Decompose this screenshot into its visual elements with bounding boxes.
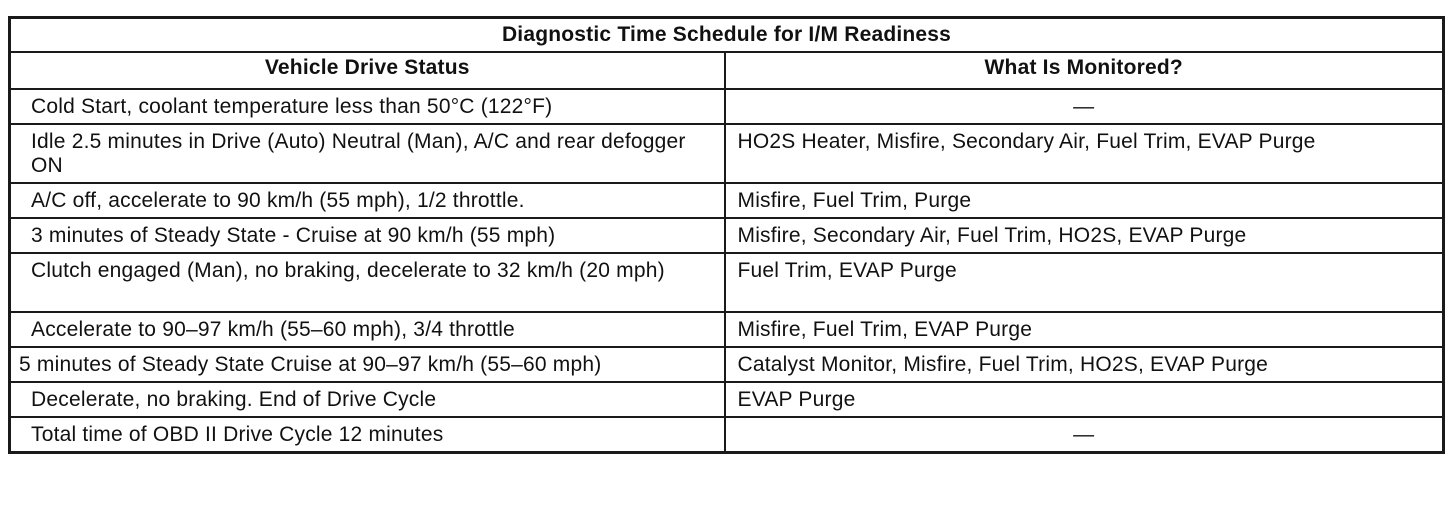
table-row — [10, 312, 1444, 347]
table-title: Diagnostic Time Schedule for I/M Readiness — [10, 18, 1444, 53]
drive-status-cell: Total time of OBD II Drive Cycle 12 minutes — [10, 417, 725, 453]
drive-status-cell: Idle 2.5 minutes in Drive (Auto) Neutral (Man), A/C and rear defogger ON — [10, 124, 725, 183]
column-header-monitored: What Is Monitored? — [725, 52, 1444, 89]
monitored-cell: Misfire, Secondary Air, Fuel Trim, HO2S, EVAP Purge — [725, 218, 1444, 253]
drive-status-cell: Clutch engaged (Man), no braking, decelerate to 32 km/h (20 mph) — [10, 253, 725, 312]
table-row — [10, 89, 1444, 124]
table-row — [10, 347, 1444, 382]
table-row — [10, 183, 1444, 218]
drive-status-cell: A/C off, accelerate to 90 km/h (55 mph), 1/2 throttle. — [10, 183, 725, 218]
column-header-drive-status: Vehicle Drive Status — [10, 52, 725, 89]
drive-status-cell: 5 minutes of Steady State Cruise at 90–97 km/h (55–60 mph) — [10, 347, 725, 382]
header-row — [10, 52, 1444, 89]
table-row — [10, 253, 1444, 312]
monitored-cell: — — [725, 417, 1444, 453]
drive-status-cell: Decelerate, no braking. End of Drive Cycle — [10, 382, 725, 417]
table-row — [10, 417, 1444, 453]
monitored-cell: HO2S Heater, Misfire, Secondary Air, Fuel Trim, EVAP Purge — [725, 124, 1444, 183]
monitored-cell: Misfire, Fuel Trim, EVAP Purge — [725, 312, 1444, 347]
monitored-cell: EVAP Purge — [725, 382, 1444, 417]
title-row — [10, 18, 1444, 53]
monitored-cell: Fuel Trim, EVAP Purge — [725, 253, 1444, 312]
drive-status-cell: 3 minutes of Steady State - Cruise at 90 km/h (55 mph) — [10, 218, 725, 253]
monitored-cell: Catalyst Monitor, Misfire, Fuel Trim, HO2S, EVAP Purge — [725, 347, 1444, 382]
table-row — [10, 382, 1444, 417]
drive-status-cell: Accelerate to 90–97 km/h (55–60 mph), 3/4 throttle — [10, 312, 725, 347]
table-container — [8, 16, 1442, 454]
drive-status-cell: Cold Start, coolant temperature less than 50°C (122°F) — [10, 89, 725, 124]
readiness-table — [8, 16, 1445, 454]
monitored-cell: Misfire, Fuel Trim, Purge — [725, 183, 1444, 218]
table-row — [10, 124, 1444, 183]
table-row — [10, 218, 1444, 253]
monitored-cell: — — [725, 89, 1444, 124]
